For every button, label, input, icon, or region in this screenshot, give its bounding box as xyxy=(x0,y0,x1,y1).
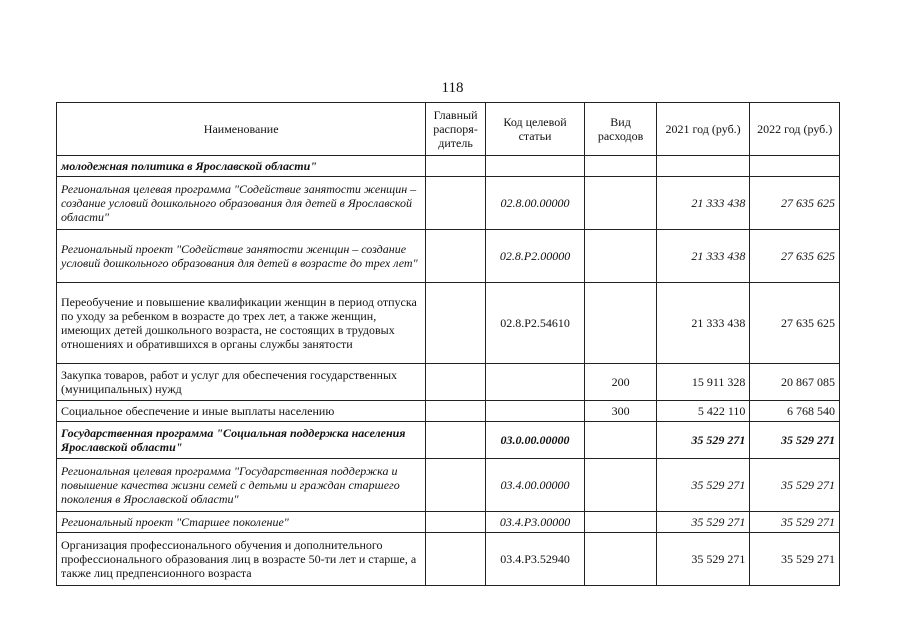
table-row xyxy=(57,230,840,283)
row-chief xyxy=(426,283,485,364)
row-amount-2021: 15 911 328 xyxy=(656,364,750,401)
table-row xyxy=(57,533,840,586)
row-amount-2021: 21 333 438 xyxy=(656,177,750,230)
table-row xyxy=(57,177,840,230)
row-kind xyxy=(585,459,656,512)
row-name: Закупка товаров, работ и услуг для обеспечения государственных (муниципальных) нужд xyxy=(57,364,426,401)
row-chief xyxy=(426,459,485,512)
row-amount-2022: 6 768 540 xyxy=(750,401,840,422)
row-amount-2021 xyxy=(656,156,750,177)
row-name: Региональная целевая программа "Содействие занятости женщин – создание условий дошкольного образования для детей в Ярославской области" xyxy=(57,177,426,230)
header-target-code: Код целевой статьи xyxy=(485,103,585,156)
row-code: 02.8.P2.54610 xyxy=(485,283,585,364)
row-kind xyxy=(585,422,656,459)
table-row xyxy=(57,283,840,364)
row-amount-2021: 35 529 271 xyxy=(656,533,750,586)
table-row xyxy=(57,422,840,459)
row-chief xyxy=(426,156,485,177)
row-kind xyxy=(585,156,656,177)
row-name: Государственная программа "Социальная поддержка населения Ярославской области" xyxy=(57,422,426,459)
header-year-2021: 2021 год (руб.) xyxy=(656,103,750,156)
row-name: Региональная целевая программа "Государственная поддержка и повышение качества жизни семей с детьми и граждан старшего поколения в Ярославской области" xyxy=(57,459,426,512)
row-amount-2021: 21 333 438 xyxy=(656,230,750,283)
table-row xyxy=(57,401,840,422)
row-amount-2022: 27 635 625 xyxy=(750,283,840,364)
row-amount-2022: 27 635 625 xyxy=(750,230,840,283)
row-chief xyxy=(426,177,485,230)
row-chief xyxy=(426,512,485,533)
row-kind xyxy=(585,512,656,533)
row-kind xyxy=(585,177,656,230)
row-code: 02.8.P2.00000 xyxy=(485,230,585,283)
table-row xyxy=(57,156,840,177)
row-chief xyxy=(426,364,485,401)
row-amount-2021: 35 529 271 xyxy=(656,512,750,533)
row-amount-2022: 35 529 271 xyxy=(750,533,840,586)
row-amount-2021: 35 529 271 xyxy=(656,422,750,459)
row-name: Организация профессионального обучения и дополнительного профессионального образования лиц в возрасте 50-ти лет и старше, а также лиц предпенсионного возраста xyxy=(57,533,426,586)
row-amount-2022: 27 635 625 xyxy=(750,177,840,230)
row-chief xyxy=(426,401,485,422)
row-code: 03.4.P3.00000 xyxy=(485,512,585,533)
row-code: 03.0.00.00000 xyxy=(485,422,585,459)
row-code xyxy=(485,364,585,401)
table-row xyxy=(57,512,840,533)
row-amount-2022: 35 529 271 xyxy=(750,512,840,533)
budget-table xyxy=(56,102,840,586)
row-amount-2021: 35 529 271 xyxy=(656,459,750,512)
row-name: Переобучение и повышение квалификации женщин в период отпуска по уходу за ребенком в возрасте до трех лет, а также женщин, имеющих детей дошкольного возраста, не состоящих в трудовых отношениях и обратившихся в органы службы занятости xyxy=(57,283,426,364)
table-header-row xyxy=(57,103,840,156)
row-amount-2022: 20 867 085 xyxy=(750,364,840,401)
row-kind: 300 xyxy=(585,401,656,422)
row-code: 03.4.00.00000 xyxy=(485,459,585,512)
row-kind xyxy=(585,533,656,586)
page-number: 118 xyxy=(441,80,464,96)
row-amount-2021: 21 333 438 xyxy=(656,283,750,364)
table-row xyxy=(57,364,840,401)
row-amount-2022 xyxy=(750,156,840,177)
row-code: 03.4.P3.52940 xyxy=(485,533,585,586)
header-chief-manager: Главный распоря-дитель xyxy=(426,103,485,156)
row-amount-2021: 5 422 110 xyxy=(656,401,750,422)
row-name: Региональный проект "Старшее поколение" xyxy=(57,512,426,533)
row-kind xyxy=(585,230,656,283)
row-kind: 200 xyxy=(585,364,656,401)
header-name: Наименование xyxy=(57,103,426,156)
row-code: 02.8.00.00000 xyxy=(485,177,585,230)
row-chief xyxy=(426,422,485,459)
row-code xyxy=(485,156,585,177)
row-code xyxy=(485,401,585,422)
row-amount-2022: 35 529 271 xyxy=(750,459,840,512)
row-kind xyxy=(585,283,656,364)
header-year-2022: 2022 год (руб.) xyxy=(750,103,840,156)
row-chief xyxy=(426,230,485,283)
row-chief xyxy=(426,533,485,586)
row-amount-2022: 35 529 271 xyxy=(750,422,840,459)
row-name: Социальное обеспечение и иные выплаты населению xyxy=(57,401,426,422)
row-name: молодежная политика в Ярославской области" xyxy=(57,156,426,177)
table-row xyxy=(57,459,840,512)
header-expense-kind: Вид расходов xyxy=(585,103,656,156)
row-name: Региональный проект "Содействие занятости женщин – создание условий дошкольного образования для детей в возрасте до трех лет" xyxy=(57,230,426,283)
